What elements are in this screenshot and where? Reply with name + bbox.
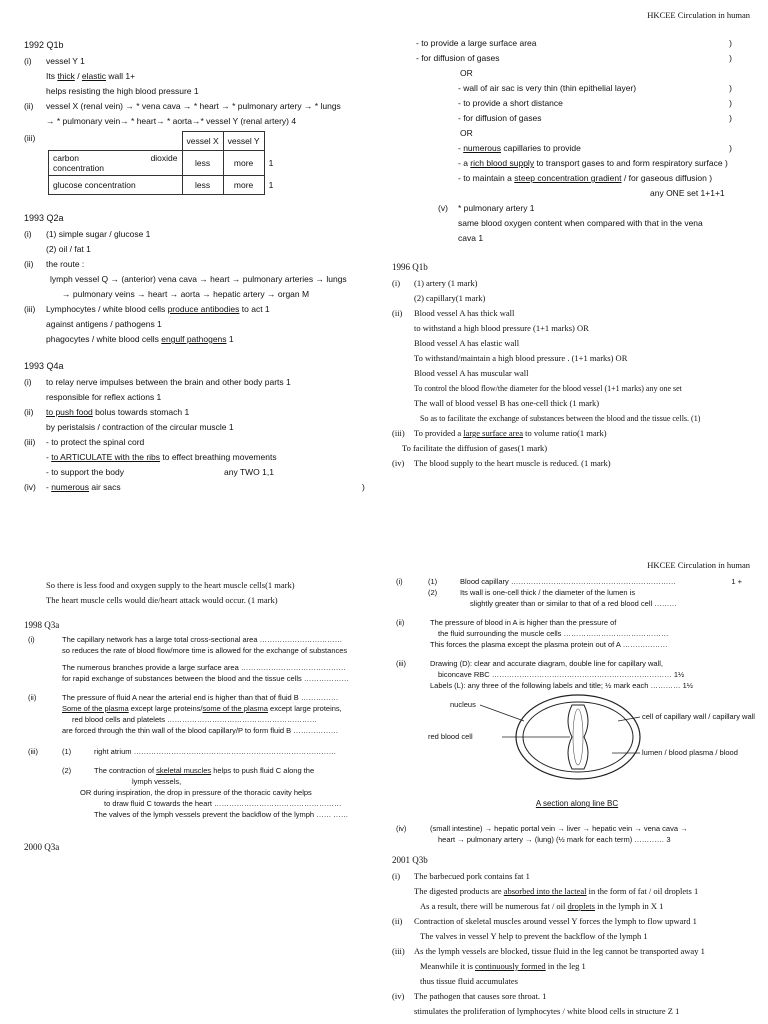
capillary-diagram [392,691,762,811]
right-column: - to provide a large surface area ) - for diffusion of gases ) OR - wall of air sac is very thin (thin epithelial layer) ) - to provide a short distance ) - for diffusion of gases ) OR - numerous capillaries to provide ) - a rich blood supply to transport gases to and form respiratory surface ) - to maintain a steep concentration gradient / for gaseous diffusion ) any ONE set 1+1+1 (v) * pulmonary artery 1 same blood oxygen content when compared with that in the vena cava 1 1996 Q1b (i) (1) artery (1 mark) (2) capillary(1 mark) (ii) Blood vessel A has thick wall to withstand a high blood pressure (1+1 marks) OR Blood vessel A has elastic wall To withstand/maintain a high blood pressure . (1+1 marks) OR Blood vessel A has muscular wall To control the blood flow/the diameter for the blood vessel (1+1 marks) any one set The wall of blood vessel B has one-cell thick (1 mark) So as to facilitate the exchange of substances between the blood and the tissue cells. (1) (iii) To provided a large surface area to volume ratio(1 mark) To facilitate the diffusion of gases(1 mark) (iv) The blood supply to the heart muscle is reduced. (1 mark) [392,36,762,471]
page-2 [0,560,768,1024]
left-column: 1992 Q1b (i) vessel Y 1 Its thick / elastic wall 1+ helps resisting the high blood pressure 1 (ii) vessel X (renal vein) → * vena cava → * heart → * pulmonary artery → * lungs → * pulmonary vein→ * heart→ * aorta→* vessel Y (renal artery) 4 (iii) vessel X vessel Y carbon dioxide concentration less more 1 glucose concentration less more 1 1993 Q2a (i) (1) simple sugar / glucose 1 (2) oil / fat 1 (ii) the route : lymph vessel Q → (anterior) vena cava → heart → pulmonary arteries → lungs → pulmonary veins → heart → aorta → hepatic artery → organ M (iii) Lymphocytes / white blood cells produce antibodies to act 1 against antigens / pathogens 1 phagocytes / white blood cells engulf pathogens 1 1993 Q4a (i) to relay nerve impulses between the brain and other body parts 1 responsible for reflex actions 1 (ii) to push food bolus towards stomach 1 by peristalsis / contraction of the circular muscle 1 (iii) - to protect the spinal cord - to ARTICULATE with the ribs to effect breathing movements - to support the body any TWO 1,1 (iv) - numerous air sacs ) [24,34,379,495]
label-red-blood-cell: red blood cell [428,732,473,741]
section-title-2001: 2001 Q3b [392,855,428,865]
left-column-2: So there is less food and oxygen supply to the heart muscle cells(1 mark) The heart muscle cells would die/heart attack would occur. (1 mark) 1998 Q3a (i) The capillary network has a large total cross-sectional area …………………………… so reduces the rate of blood flow/more time is allowed for the exchange of substances The numerous branches provide a large surface area …………………………………… for rapid exchange of substances between the blood and the tissue cells ……………… (ii) The pressure of fluid A near the arterial end is higher than that of fluid B …………… Some of the plasma except large proteins/some of the plasma except large proteins, red blood cells and platelets …………………………………………………… are forced through the thin wall of the blood capillary/P to form fluid B ……………… (iii) (1) right atrium ……………………………………………………………………… (2) The contraction of skeletal muscles helps to push fluid C along the lymph vessels, OR during inspiration, the drop in pressure of the thoracic cavity helps to draw fluid C towards the heart …………………………………………… The valves of the lymph vessels prevent the backflow of the lymph …… …… 2000 Q3a [24,578,379,856]
section-title-1992: 1992 Q1b [24,40,64,50]
page-header: HKCEE Circulation in human [647,10,750,20]
diagram-caption: A section along line BC [535,799,619,808]
comparison-table: vessel X vessel Y carbon dioxide concentration less more 1 glucose concentration less more 1 [48,131,278,195]
section-title-1998: 1998 Q3a [24,620,60,630]
comparison-table-block: (iii) vessel X vessel Y carbon dioxide concentration less more 1 glucose concentration less more 1 [24,131,379,195]
capillary-section-drawing [392,691,762,795]
section-title-2000: 2000 Q3a [24,842,60,852]
section-title-1993-q2a: 1993 Q2a [24,213,64,223]
page-header-2: HKCEE Circulation in human [647,560,750,570]
label-capillary-wall: cell of capillary wall / capillary wall [642,712,755,721]
label-nucleus: nucleus [450,700,476,709]
section-title-1993-q4a: 1993 Q4a [24,361,64,371]
right-column-2: (i) (1) Blood capillary ………………………………………………………… 1 + (2) Its wall is one-cell thick / the diameter of the lumen is slightly greater than or similar to that of a red blood cell ……… (ii) The pressure of blood in A is higher than the pressure of the fluid surrounding the muscle cells …………………………………… This forces the plasma except the plasma protein out of A ……………… (iii) Drawing (D): clear and accurate diagram, double line for capillary wall, biconcave RBC ……………………………………………………………… 1½ Labels (L): any three of the following labels and title; ½ mark each ………… 1½ nucleus cell of capillary wall / capillary wall red blood cell lumen / blood plasma / blood A section along line BC (iv) (small intestine) → hepatic portal vein → liver → hepatic vein → vena cava → heart → pulmonary artery → (lung) (½ mark for each term) ………… 3 2001 Q3b (i) The barbecued pork contains fat 1 The digested products are absorbed into the lacteal in the form of fat / oil droplets 1 As a result, there will be numerous fat / oil droplets in the lymph in X 1 (ii) Contraction of skeletal muscles around vessel Y forces the lymph to flow upward 1 The valves in vessel Y help to prevent the backflow of the lymph 1 (iii) As the lymph vessels are blocked, tissue fluid in the leg cannot be transported away 1 Meanwhile it is continuously formed in the leg 1 thus tissue fluid accumulates (iv) The pathogen that causes sore throat. 1 stimulates the proliferation of lymphocytes / white blood cells in structure Z 1 [392,576,762,1019]
section-title-1996: 1996 Q1b [392,262,428,272]
label-lumen: lumen / blood plasma / blood [642,748,738,757]
section-1996: 1996 Q1b (i) (1) artery (1 mark) (2) capillary(1 mark) (ii) Blood vessel A has thick wall to withstand a high blood pressure (1+1 marks) OR Blood vessel A has elastic wall To withstand/maintain a high blood pressure . (1+1 marks) OR Blood vessel A has muscular wall To control the blood flow/the diameter for the blood vessel (1+1 marks) any one set The wall of blood vessel B has one-cell thick (1 mark) So as to facilitate the exchange of substances between the blood and the tissue cells. (1) (iii) To provided a large surface area to volume ratio(1 mark) To facilitate the diffusion of gases(1 mark) (iv) The blood supply to the heart muscle is reduced. (1 mark) [392,262,762,471]
